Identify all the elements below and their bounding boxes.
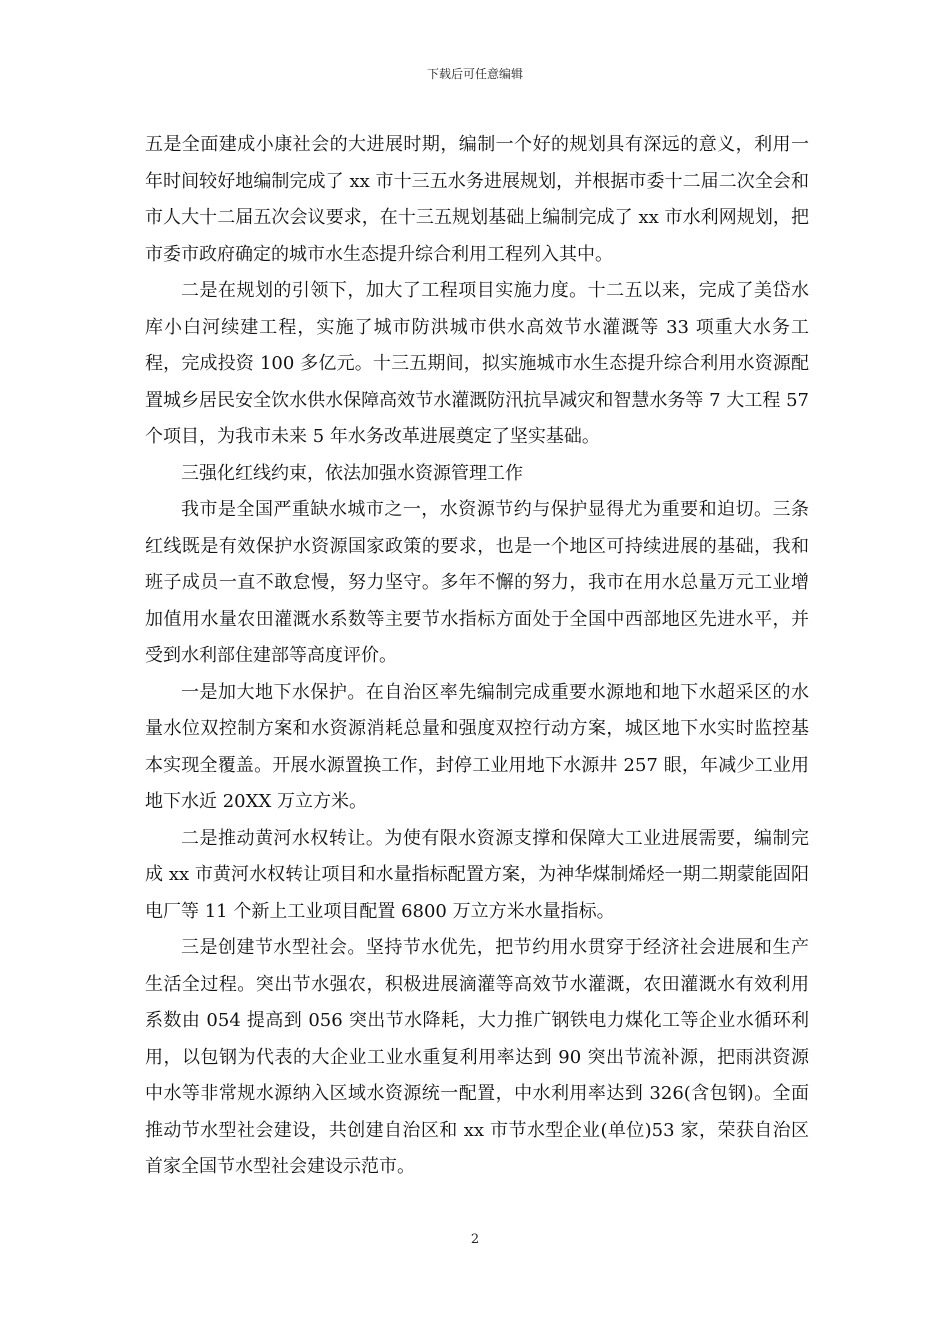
- paragraph-2: 二是在规划的引领下，加大了工程项目实施力度。十二五以来，完成了美岱水库小白河续建工程，实施了城市防洪城市供水高效节水灌溉等 33 项重大水务工程，完成投资 100 多亿元。十三五期间，拟实施城市水生态提升综合利用水资源配置城乡居民安全饮水供水保障高效节水灌溉防汛抗旱减灾和智慧水务等 7 大工程 57 个项目，为我市未来 5 年水务改革进展奠定了坚实基础。: [145, 280, 809, 447]
- paragraph-6: 三是创建节水型社会。坚持节水优先，把节约用水贯穿于经济社会进展和生产生活全过程。突出节水强农，积极进展滴灌等高效节水灌溉，农田灌溉水有效利用系数由 054 提高到 056 突出节水降耗，大力推广钢铁电力煤化工等企业水循环利用，以包钢为代表的大企业工业水重复利用率达到 90 突出节流补源，把雨洪资源中水等非常规水源纳入区域水资源统一配置，中水利用率达到 326(含包钢)。全面推动节水型社会建设，共创建自治区和 xx 市节水型企业(单位)53 家，荣获自治区首家全国节水型社会建设示范市。: [145, 937, 809, 1177]
- page-header: 下载后可任意编辑: [426, 67, 523, 81]
- paragraph-4: 一是加大地下水保护。在自治区率先编制完成重要水源地和地下水超采区的水量水位双控制方案和水资源消耗总量和强度双控行动方案，城区地下水实时监控基本实现全覆盖。开展水源置换工作，封停工业用地下水源井 257 眼，年减少工业用地下水近 20XX 万立方米。: [145, 681, 809, 812]
- section-heading: 三强化红线约束，依法加强水资源管理工作: [181, 462, 523, 484]
- paragraph-3: 我市是全国严重缺水城市之一，水资源节约与保护显得尤为重要和迫切。三条红线既是有效保护水资源国家政策的要求，也是一个地区可持续进展的基础，我和班子成员一直不敢怠慢，努力坚守。多年不懈的努力，我市在用水总量万元工业增加值用水量农田灌溉水系数等主要节水指标方面处于全国中西部地区先进水平，并受到水利部住建部等高度评价。: [145, 499, 809, 666]
- paragraph-5: 二是推动黄河水权转让。为使有限水资源支撑和保障大工业进展需要，编制完成 xx 市黄河水权转让项目和水量指标配置方案，为神华煤制烯烃一期二期蒙能固阳电厂等 11 个新上工业项目配置 6800 万立方米水量指标。: [145, 827, 809, 922]
- body-text: [145, 127, 809, 1186]
- page-number: 2: [470, 1232, 480, 1247]
- paragraph-1: 五是全面建成小康社会的大进展时期，编制一个好的规划具有深远的意义，利用一年时间较好地编制完成了 xx 市十三五水务进展规划，并根据市委十二届二次全会和市人大十二届五次会议要求，在十三五规划基础上编制完成了 xx 市水利网规划，把市委市政府确定的城市水生态提升综合利用工程列入其中。: [145, 134, 809, 265]
